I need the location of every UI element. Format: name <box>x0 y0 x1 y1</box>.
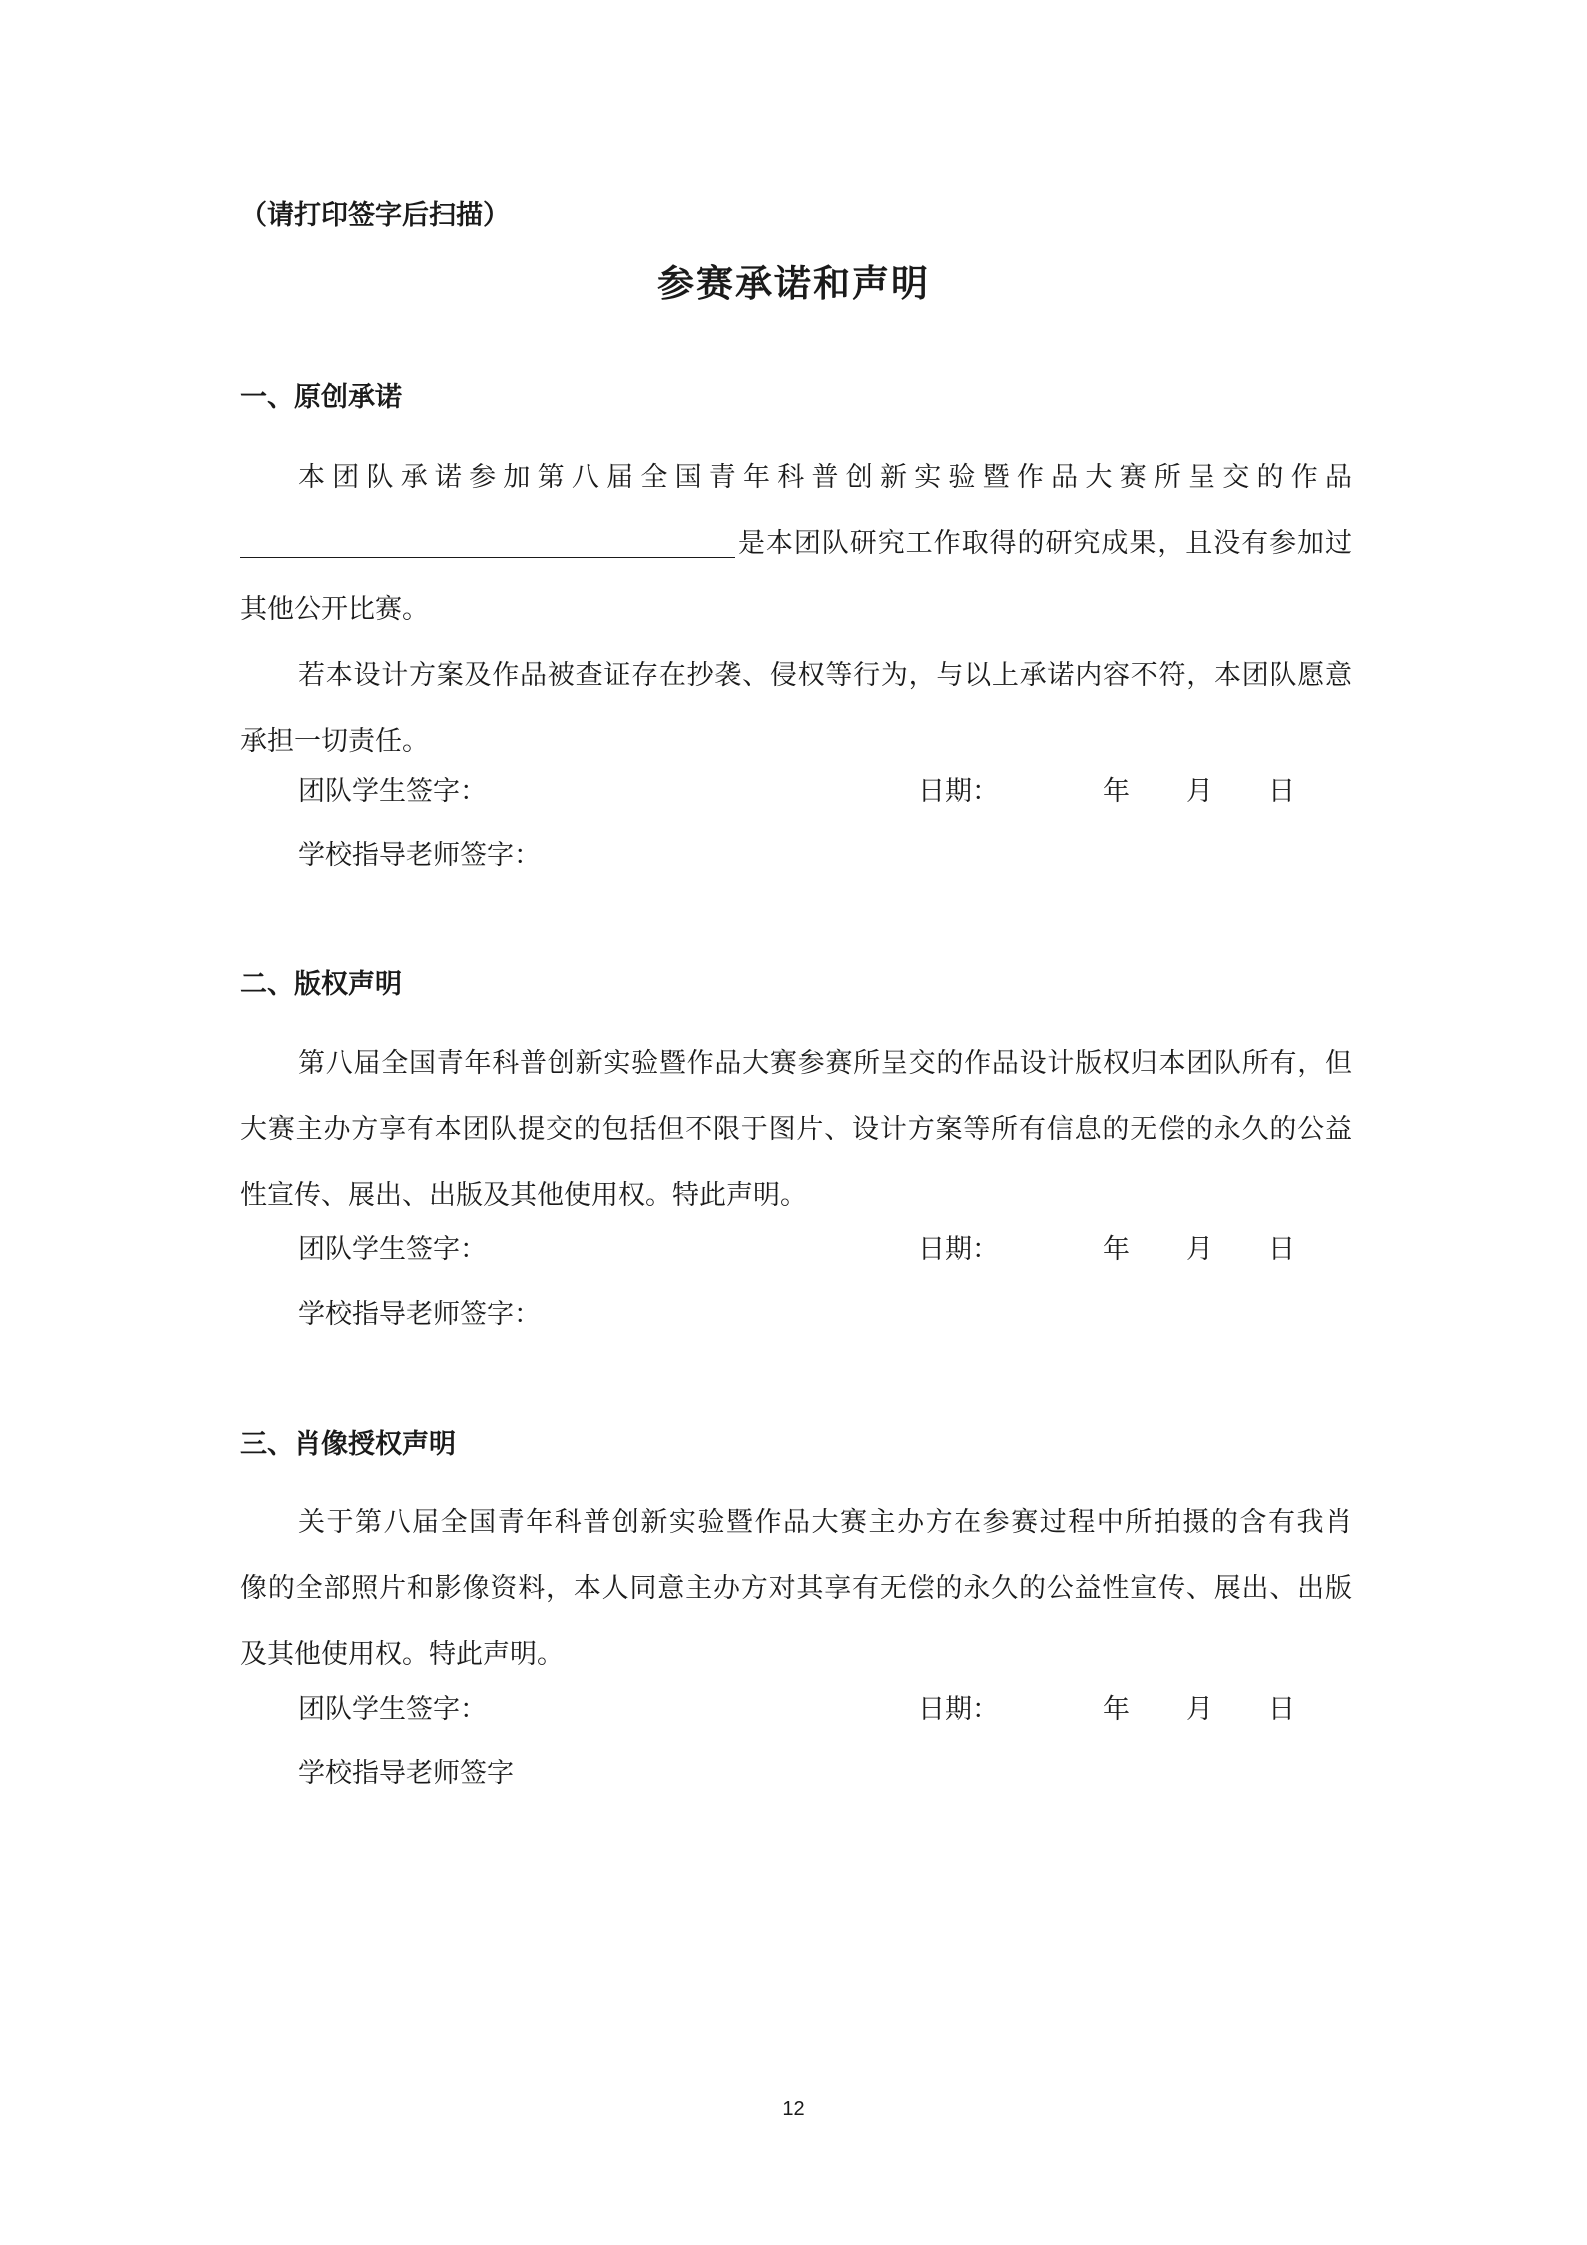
teacher-signature-label: 学校指导老师签字 <box>298 1758 514 1789</box>
teacher-signature-row <box>298 836 1298 876</box>
year-label: 年 <box>1103 1694 1130 1725</box>
page-number: 12 <box>782 2098 805 2120</box>
paragraph-line: 其他公开比赛。 <box>240 594 429 625</box>
teacher-signature-row <box>298 1295 1298 1335</box>
paragraph-line: 性宣传、展出、出版及其他使用权。特此声明。 <box>240 1180 807 1211</box>
day-label: 日 <box>1268 776 1295 807</box>
month-label: 月 <box>1186 1234 1213 1265</box>
originality-paragraph <box>240 445 1352 775</box>
paragraph-line: 大赛主办方享有本团队提交的包括但不限于图片、设计方案等所有信息的无偿的永久的公益 <box>240 1114 1352 1145</box>
section-heading-copyright: 二、版权声明 <box>240 969 402 1000</box>
paragraph-line: 承担一切责任。 <box>240 726 429 757</box>
paragraph-line: 第八届全国青年科普创新实验暨作品大赛参赛所呈交的作品设计版权归本团队所有，但 <box>298 1048 1352 1079</box>
print-note: （请打印签字后扫描） <box>240 200 510 231</box>
month-label: 月 <box>1186 1694 1213 1725</box>
paragraph-line: 关于第八届全国青年科普创新实验暨作品大赛主办方在参赛过程中所拍摄的含有我肖 <box>298 1507 1352 1538</box>
paragraph-line <box>240 511 1352 577</box>
teacher-signature-label: 学校指导老师签字： <box>298 1299 541 1330</box>
student-signature-label: 团队学生签字： <box>298 1234 487 1265</box>
work-title-blank[interactable] <box>240 517 735 558</box>
portrait-paragraph <box>240 1490 1352 1688</box>
copyright-paragraph <box>240 1031 1352 1229</box>
month-label: 月 <box>1186 776 1213 807</box>
student-signature-row <box>298 772 1298 812</box>
student-signature-row <box>298 1690 1298 1730</box>
student-signature-row <box>298 1230 1298 1270</box>
day-label: 日 <box>1268 1234 1295 1265</box>
paragraph-line: 本团队承诺参加第八届全国青年科普创新实验暨作品大赛所呈交的作品 <box>298 462 1352 493</box>
section-heading-originality: 一、原创承诺 <box>240 382 402 413</box>
date-label: 日期： <box>918 776 999 807</box>
paragraph-line: 若本设计方案及作品被查证存在抄袭、侵权等行为，与以上承诺内容不符，本团队愿意 <box>298 660 1352 691</box>
paragraph-line: 及其他使用权。特此声明。 <box>240 1639 564 1670</box>
paragraph-line-text: 是本团队研究工作取得的研究成果，且没有参加过 <box>737 528 1352 559</box>
day-label: 日 <box>1268 1694 1295 1725</box>
teacher-signature-label: 学校指导老师签字： <box>298 840 541 871</box>
student-signature-label: 团队学生签字： <box>298 1694 487 1725</box>
student-signature-label: 团队学生签字： <box>298 776 487 807</box>
date-label: 日期： <box>918 1694 999 1725</box>
page-title: 参赛承诺和声明 <box>657 261 930 305</box>
year-label: 年 <box>1103 1234 1130 1265</box>
teacher-signature-row <box>298 1754 1298 1794</box>
date-label: 日期： <box>918 1234 999 1265</box>
section-heading-portrait: 三、肖像授权声明 <box>240 1429 456 1460</box>
year-label: 年 <box>1103 776 1130 807</box>
paragraph-line: 像的全部照片和影像资料，本人同意主办方对其享有无偿的永久的公益性宣传、展出、出版 <box>240 1573 1352 1604</box>
